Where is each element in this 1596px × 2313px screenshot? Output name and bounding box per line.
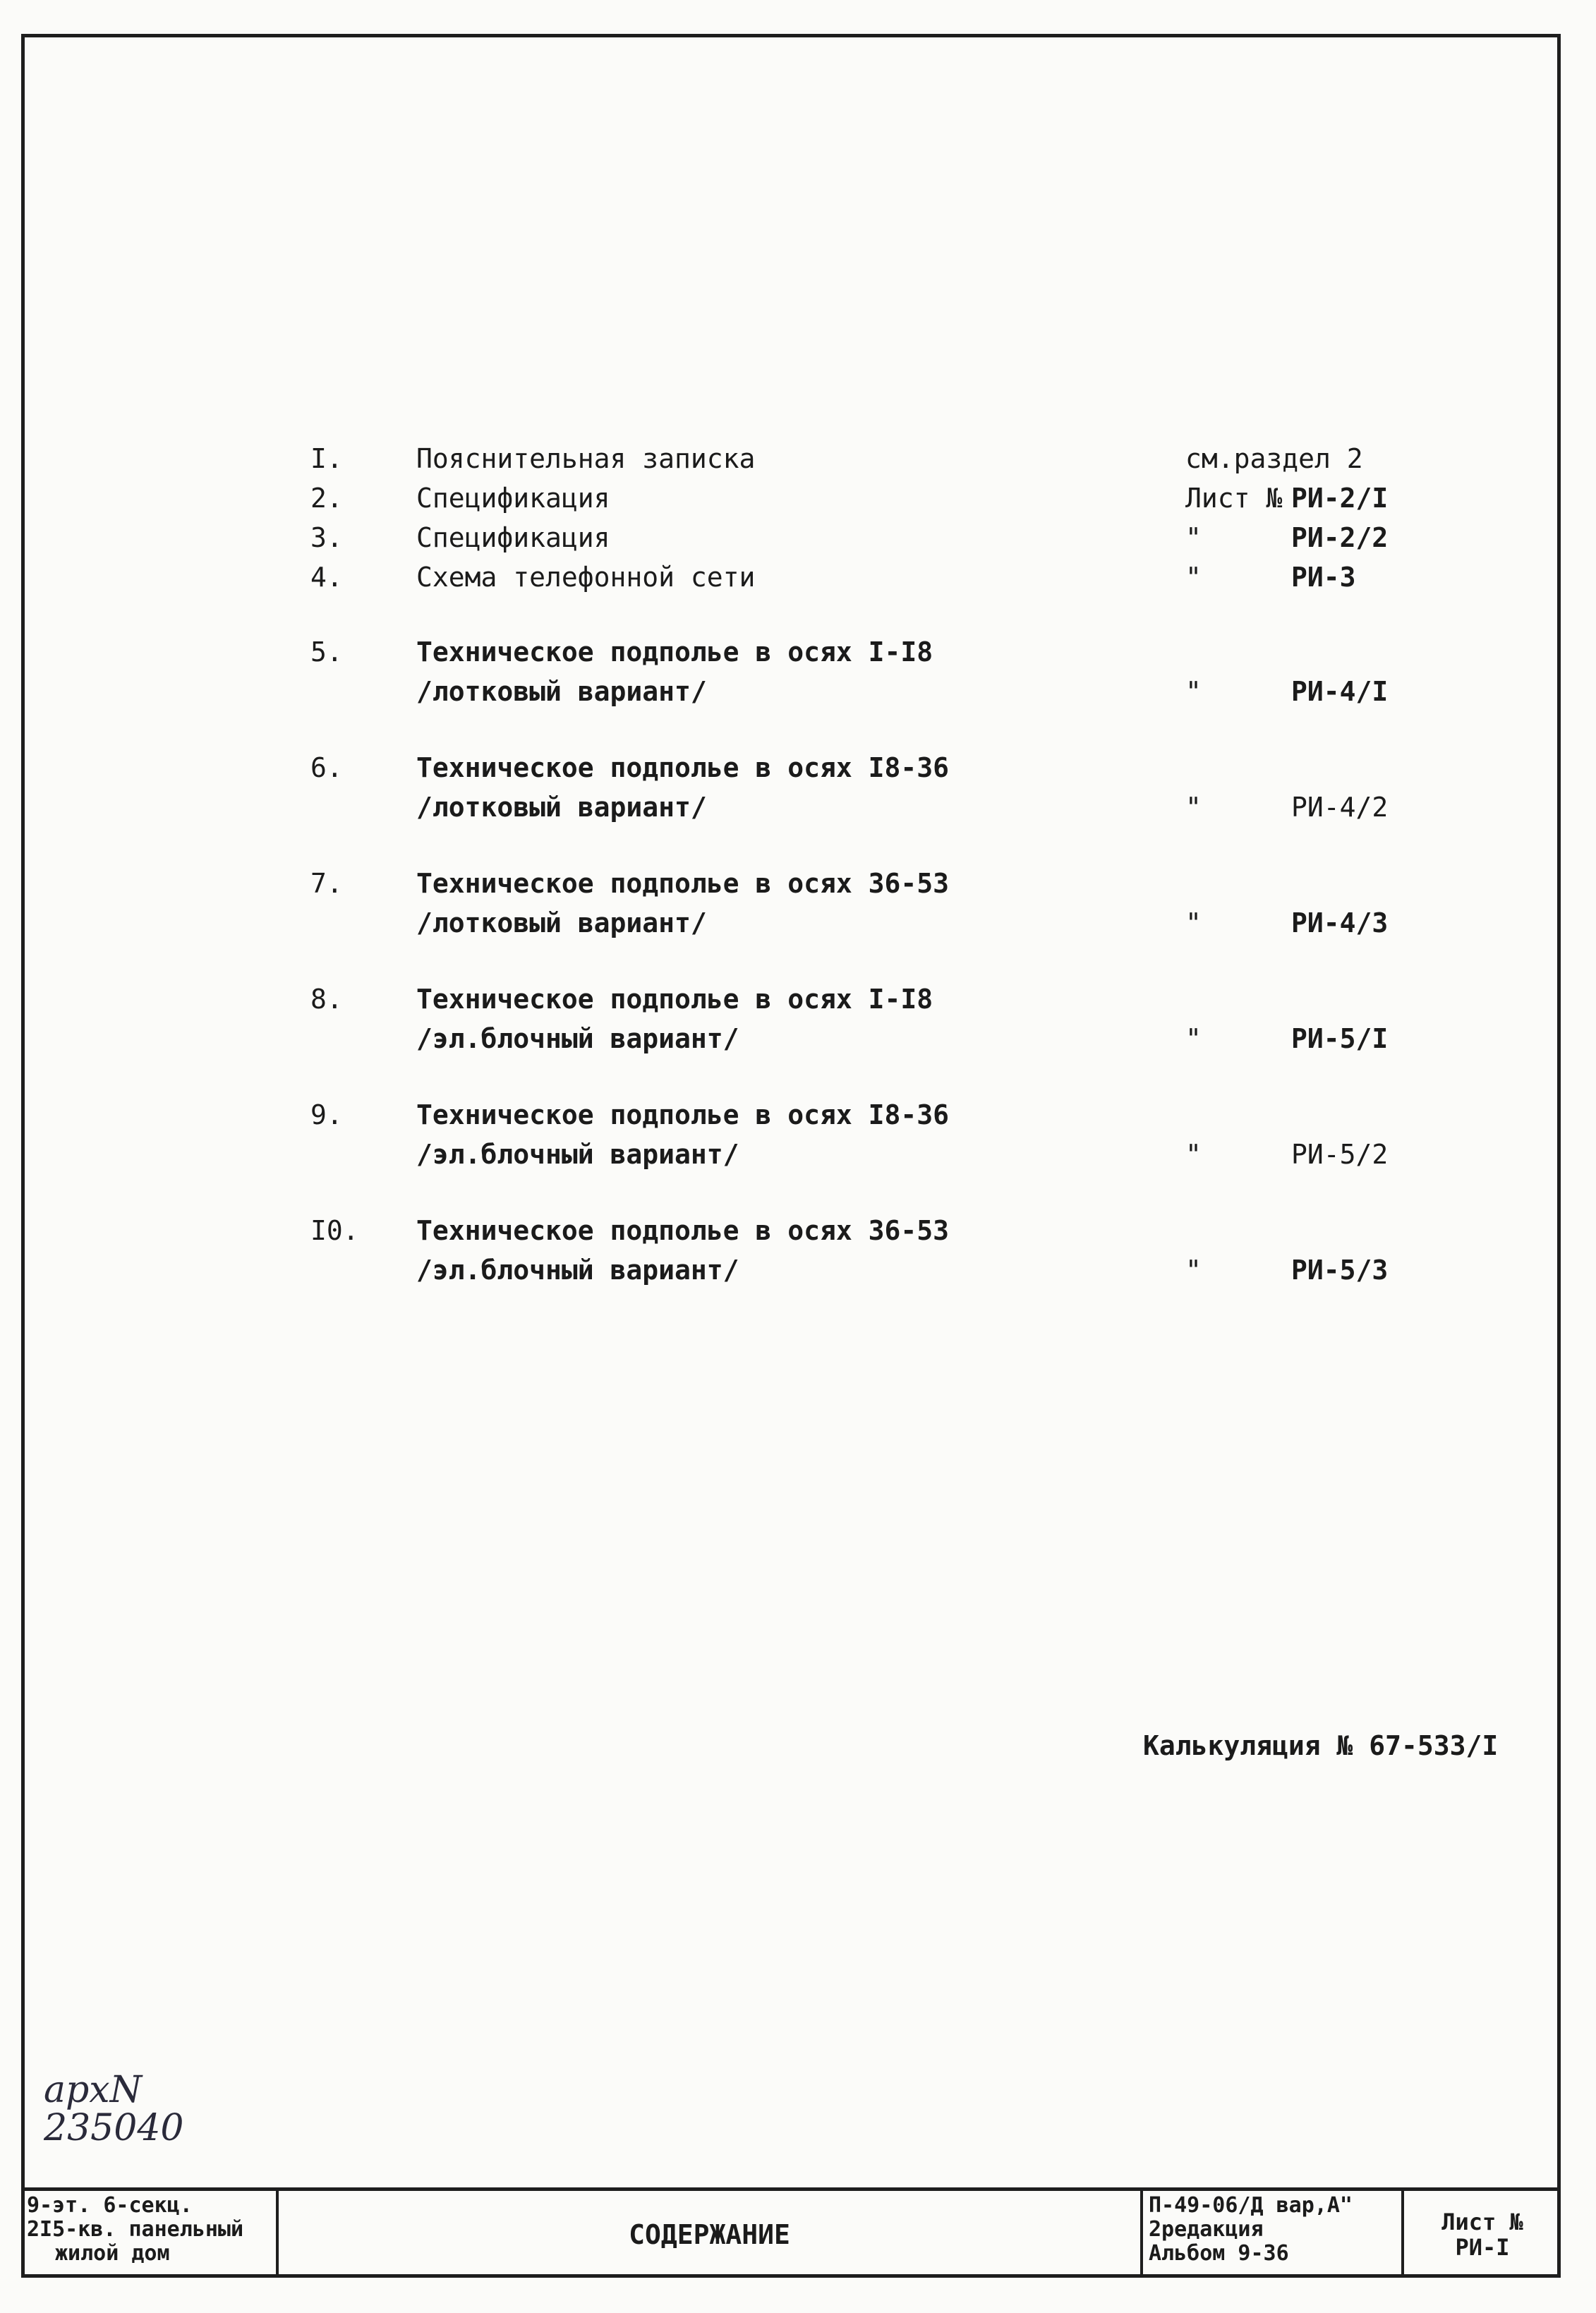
item-ditto: " [1185,522,1202,553]
item-sheet: РИ-2/2 [1291,522,1389,553]
project-cell [1143,2191,1404,2278]
sheet-label: Лист № [1441,2208,1523,2235]
item-sheet: РИ-5/I [1291,1023,1389,1054]
item-ditto: " [1185,562,1202,593]
project-line: П-49-06/Д вар,А" [1149,2193,1353,2218]
title-cell [279,2191,1143,2278]
item-number: 2. [310,483,343,514]
item-title: Спецификация [416,522,610,553]
item-ditto: " [1185,1255,1202,1286]
sheet-cell [1404,2191,1561,2278]
item-number: 5. [310,636,343,668]
item-sheet: РИ-4/I [1291,676,1389,707]
document-title: СОДЕРЖАНИЕ [629,2218,790,2250]
item-number: 3. [310,522,343,553]
list-item [310,439,1411,478]
item-title: Техническое подполье в осях I-I8 /эл.блочный вариант/ [416,984,933,1054]
contents-list [310,439,1411,1290]
item-number: 4. [310,562,343,593]
item-ditto: " [1185,1023,1202,1054]
handwritten-line: 235040 [44,2107,184,2149]
item-title: Спецификация [416,483,610,514]
item-sheet: см.раздел 2 [1185,443,1363,474]
item-title: Техническое подполье в осях I-I8 /лотковый вариант/ [416,636,933,707]
item-sheet: РИ-4/2 [1291,792,1389,823]
item-title: Пояснительная записка [416,443,756,474]
item-number: 7. [310,868,343,899]
handwritten-line: архN [44,2069,143,2111]
calculation-number: Калькуляция № 67-533/I [1143,1730,1499,1761]
item-ditto: " [1185,792,1202,823]
item-number: I0. [310,1215,359,1246]
item-title: Техническое подполье в осях I8-36 /эл.блочный вариант/ [416,1099,949,1170]
object-line: 2I5-кв. панельный [27,2217,244,2242]
item-sheet: РИ-2/I [1291,483,1389,514]
list-item [310,632,1411,711]
item-number: 8. [310,984,343,1015]
sheet-value: РИ-I [1455,2233,1510,2261]
item-sheet: РИ-4/3 [1291,907,1389,938]
handwritten-archive-note [44,2071,184,2147]
item-sheet: РИ-5/2 [1291,1139,1389,1170]
item-sheet: РИ-3 [1291,562,1356,593]
item-number: I. [310,443,343,474]
list-item [310,1095,1411,1174]
list-item [310,478,1411,518]
item-sheet: РИ-5/3 [1291,1255,1389,1286]
title-block [21,2187,1561,2278]
list-item [310,1211,1411,1290]
item-title: Схема телефонной сети [416,562,756,593]
item-title: Техническое подполье в осях 36-53 /эл.блочный вариант/ [416,1215,949,1286]
list-item [310,748,1411,827]
item-ditto: " [1185,1139,1202,1170]
item-ditto: Лист № [1185,483,1283,514]
item-title: Техническое подполье в осях I8-36 /лотковый вариант/ [416,752,949,823]
object-line: 9-эт. 6-секц. [27,2193,193,2218]
object-cell [21,2191,279,2278]
list-item [310,557,1411,597]
list-item [310,979,1411,1058]
item-ditto: " [1185,907,1202,938]
project-line: 2редакция [1149,2217,1264,2242]
object-line: жилой дом [55,2241,170,2266]
project-line: Альбом 9-36 [1149,2241,1289,2266]
item-number: 9. [310,1099,343,1130]
list-item [310,518,1411,557]
item-ditto: " [1185,676,1202,707]
item-title: Техническое подполье в осях 36-53 /лотковый вариант/ [416,868,949,938]
item-number: 6. [310,752,343,783]
list-item [310,864,1411,943]
